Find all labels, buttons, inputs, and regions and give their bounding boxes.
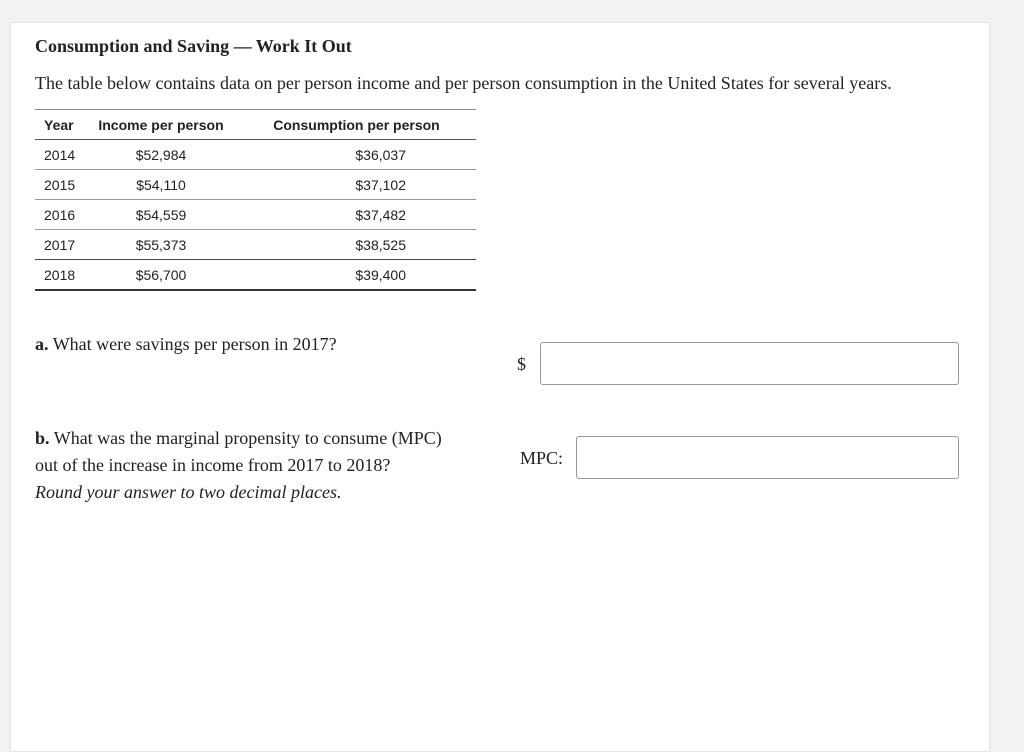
table-row [35,230,476,260]
cell-consumption: $37,482 [237,200,476,230]
cell-consumption: $36,037 [237,140,476,170]
question-b-label: b. [35,428,50,448]
cell-income: $54,110 [85,170,237,200]
header-income: Income per person [85,110,237,140]
table-row [35,140,476,170]
cell-year: 2017 [35,230,85,260]
cell-income: $55,373 [85,230,237,260]
cell-year: 2014 [35,140,85,170]
mpc-label: MPC: [520,448,564,468]
question-card [10,22,990,752]
question-b-text-line2: out of the increase in income from 2017 to 2018? [35,455,391,475]
cell-year: 2018 [44,266,76,283]
table-row [35,170,476,200]
cell-consumption: $38,525 [237,230,476,260]
table-header-row [35,110,476,140]
cell-income: $56,700 [135,266,187,283]
savings-answer-input[interactable] [540,342,959,385]
cell-income: $54,559 [85,200,237,230]
page-title: Consumption and Saving — Work It Out [35,36,352,56]
question-b-text-line1: What was the marginal propensity to consume (MPC) [53,428,442,448]
question-a [35,331,337,358]
rounding-note: Round your answer to two decimal places. [35,482,342,502]
table-row [35,200,476,230]
cell-year: 2016 [35,200,85,230]
question-b [35,425,485,506]
table-row [35,260,476,291]
header-year: Year [35,110,85,140]
income-consumption-table [35,109,476,291]
cell-consumption: $39,400 [355,266,406,283]
cell-income: $52,984 [85,140,237,170]
cell-year: 2015 [35,170,85,200]
question-a-label: a. [35,334,49,354]
mpc-answer-input[interactable] [576,436,959,479]
dollar-prefix: $ [517,354,526,374]
intro-text: The table below contains data on per person income and per person consumption in the United States for several years. [35,73,892,93]
header-consumption: Consumption per person [237,110,476,140]
question-a-text: What were savings per person in 2017? [52,334,337,354]
cell-consumption: $37,102 [237,170,476,200]
